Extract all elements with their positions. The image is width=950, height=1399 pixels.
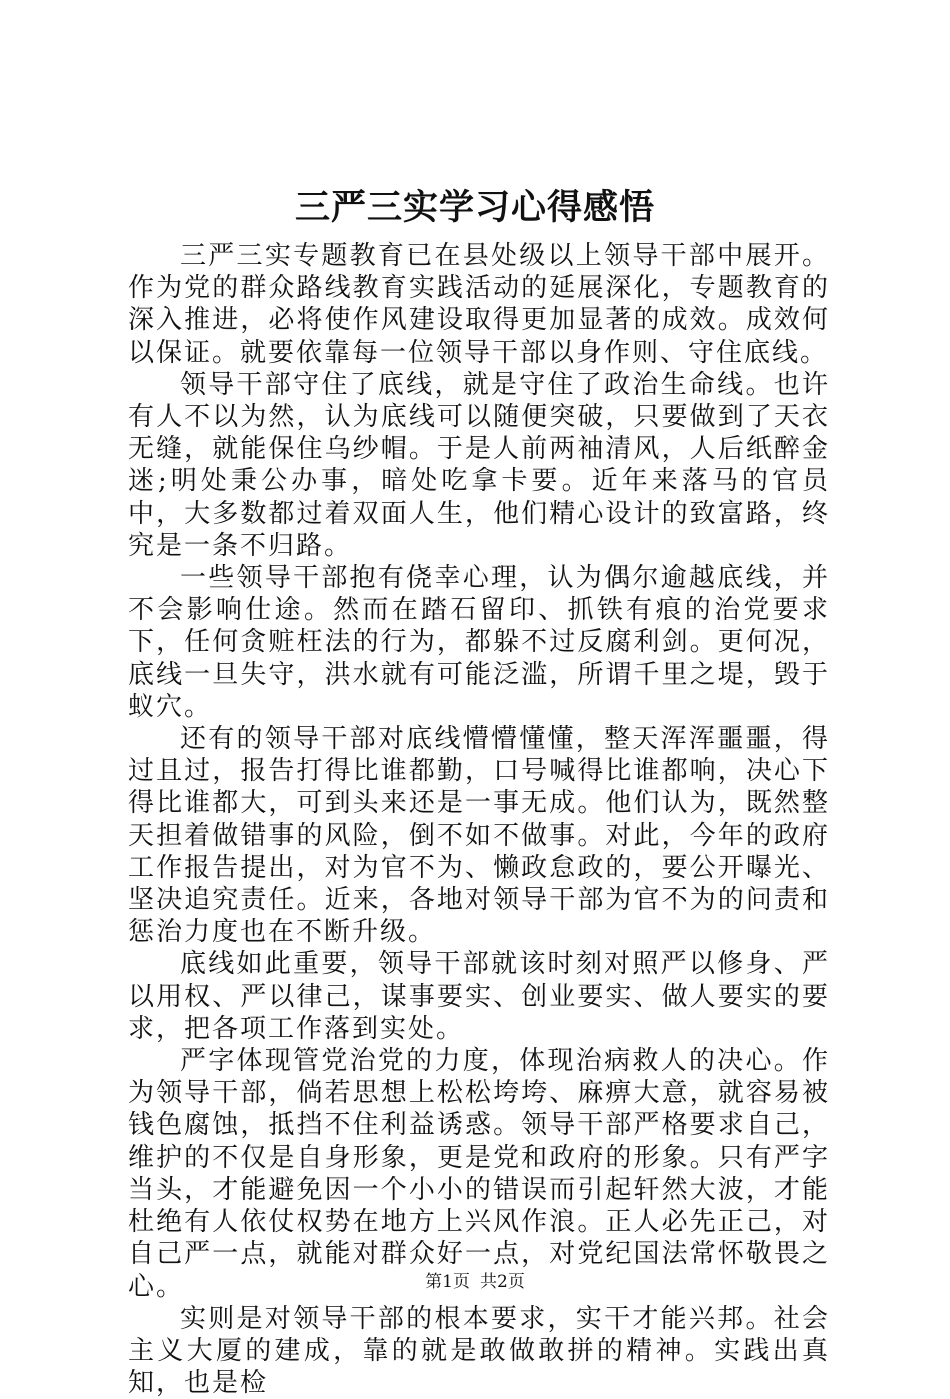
document-title: 三严三实学习心得感悟 [294,187,655,228]
paragraph: 一些领导干部抱有侥幸心理，认为偶尔逾越底线，并不会影响仕途。然而在踏石留印、抓铁有痕的治党要求下，任何贪赃枉法的行为，都躲不过反腐利剑。更何况，底线一旦失守，洪水就有可能泛滥，所谓千里之堤，毁于蚁穴。 [128,563,830,722]
document-body [128,240,830,1399]
paragraph: 实则是对领导干部的根本要求，实干才能兴邦。社会主义大厦的建成，靠的就是敢做敢拼的精神。实践出真知，也是检 [128,1303,830,1399]
page-number: 第1页 [425,1272,470,1292]
paragraph: 领导干部守住了底线，就是守住了政治生命线。也许有人不以为然，认为底线可以随便突破，只要做到了天衣无缝，就能保住乌纱帽。于是人前两袖清风，人后纸醉金迷;明处秉公办事，暗处吃拿卡要。近年来落马的官员中，大多数都过着双面人生，他们精心设计的致富路，终究是一条不归路。 [128,369,830,561]
paragraph: 严字体现管党治党的力度，体现治病救人的决心。作为领导干部，倘若思想上松松垮垮、麻痹大意，就容易被钱色腐蚀，抵挡不住利益诱惑。领导干部严格要求自己，维护的不仅是自身形象，更是党和政府的形象。只有严字当头，才能避免因一个小小的错误而引起轩然大波，才能杜绝有人依仗权势在地方上兴风作浪。正人必先正己，对自己严一点，就能对群众好一点，对党纪国法常怀敬畏之心。 [128,1046,830,1302]
paragraph: 三严三实专题教育已在县处级以上领导干部中展开。作为党的群众路线教育实践活动的延展深化，专题教育的深入推进，必将使作风建设取得更加显著的成效。成效何以保证。就要依靠每一位领导干部以身作则、守住底线。 [128,241,830,368]
paragraph: 还有的领导干部对底线懵懵懂懂，整天浑浑噩噩，得过且过，报告打得比谁都勤，口号喊得比谁都响，决心下得比谁都大，可到头来还是一事无成。他们认为，既然整天担着做错事的风险，倒不如不做事。对此，今年的政府工作报告提出，对为官不为、懒政怠政的，要公开曝光、坚决追究责任。近来，各地对领导干部为官不为的问责和惩治力度也在不断升级。 [128,724,830,948]
page-total: 共2页 [480,1272,525,1292]
paragraph: 底线如此重要，领导干部就该时刻对照严以修身、严以用权、严以律己，谋事要实、创业要实、做人要实的要求，把各项工作落到实处。 [128,949,830,1044]
page-footer [0,1270,950,1294]
